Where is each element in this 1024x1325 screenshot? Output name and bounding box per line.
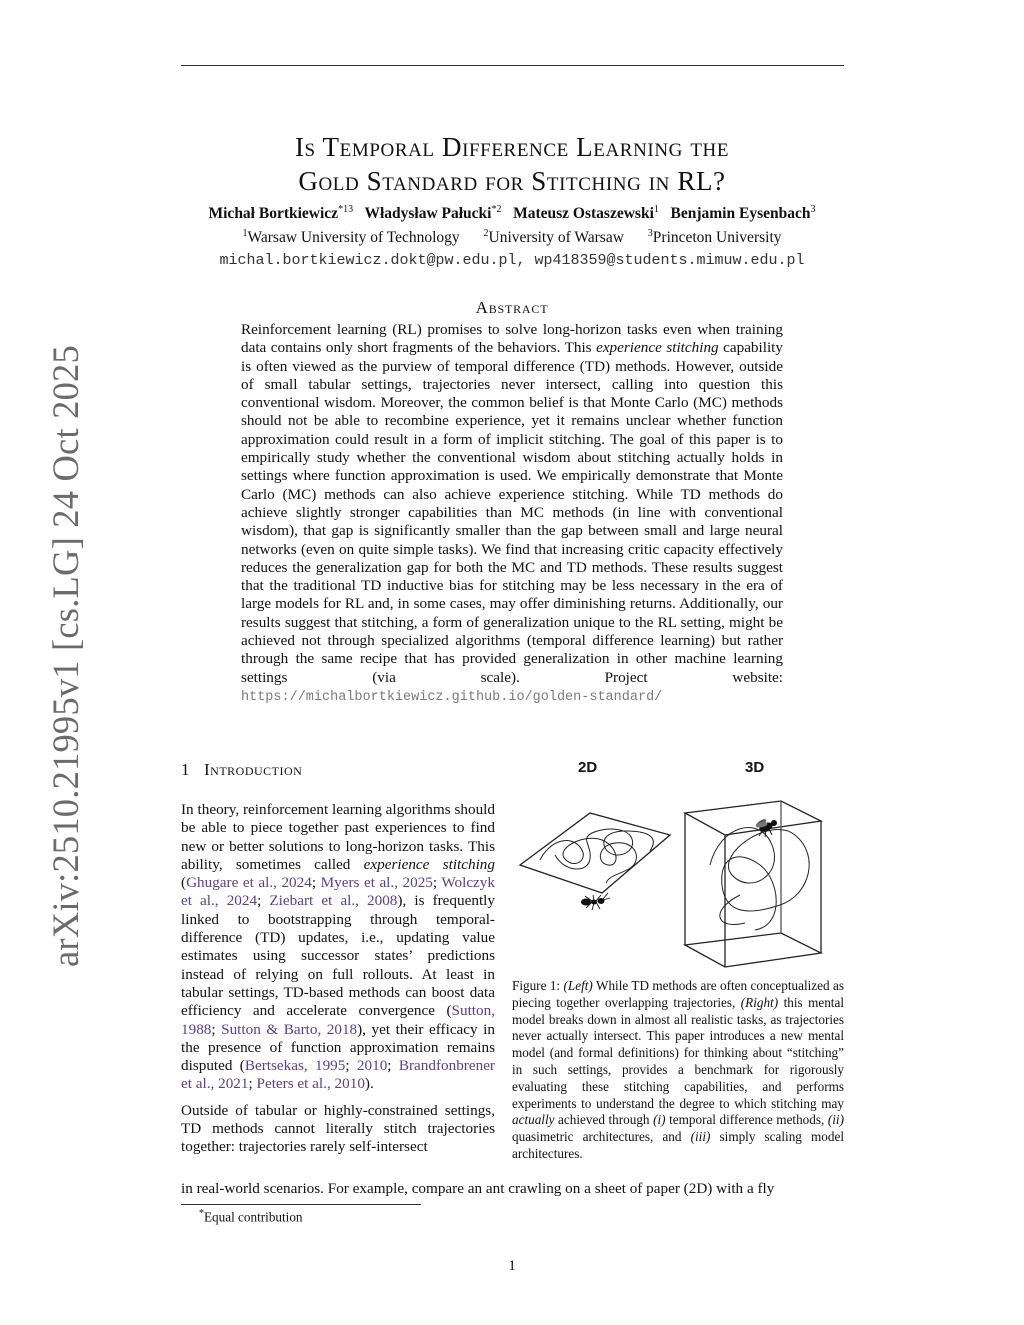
affiliation: $^3$Princeton University [647,228,782,247]
affiliation: $^1$Warsaw University of Technology [242,228,460,247]
page-number: 1 [508,1257,516,1274]
section-heading-introduction [181,760,302,780]
citation-link[interactable]: Wolczyk et al., 2024 [181,874,495,910]
author-sup: 1 [653,204,659,215]
affiliation-list [180,228,844,247]
author-sup: *2 [491,204,502,215]
label-3d: 3D [745,759,765,776]
affiliation: $^2$University of Warsaw [483,228,624,247]
author-list [140,204,884,223]
paper-sheet [520,813,670,893]
citation-link[interactable]: Sutton & Barto, 2018 [221,1020,358,1038]
paragraph: In theory, reinforcement learning algorithms should be able to piece together past experiences to find new or better solutions to long-horizon tasks. This ability, sometimes called experience stitching (Ghugare et al., 2024; Myers et al., 2025; Wolczyk et al., 2024; Ziebart et al., 2008), is frequently linked to bootstrapping through temporal-difference (TD) updates, i.e., updating value estimates using successor states’ predictions instead of relying on full rollouts. At least in tabular settings, TD-based methods can boost data efficiency and accelerate convergence (Sutton, 1988; Sutton & Barto, 2018), yet their efficacy in the presence of function approximation remains disputed (Bertsekas, 1995; 2010; Brandfonbrener et al., 2021; Peters et al., 2010). [181,801,495,1093]
title-line-1: Is Temporal Difference Learning the [294,132,730,162]
author-sup: *13 [338,204,354,215]
section-title: Introduction [204,760,303,779]
paper-title [180,130,844,198]
citation-link[interactable]: Bertsekas, 1995 [244,1057,346,1075]
citation-link[interactable]: Myers et al., 2025 [320,874,433,892]
section-number: 1 [181,760,190,779]
author-emails: michal.bortkiewicz.dokt@pw.edu.pl, wp418359@students.mimuw.edu.pl [219,252,805,269]
footnote-rule [181,1204,421,1205]
label-2d: 2D [578,759,598,776]
citation-link[interactable]: Ghugare et al., 2024 [186,874,312,892]
full-width-line: in real-world scenarios. For example, compare an ant crawling on a sheet of paper (2D) with a fly [181,1180,775,1197]
author-name: Michał Bortkiewicz [208,205,339,223]
stitching-illustration [510,755,845,980]
abstract-heading: Abstract [475,298,549,317]
figure-1 [510,755,845,980]
author-sup: 3 [810,204,816,215]
abstract-body: Reinforcement learning (RL) promises to solve long-horizon tasks even when training data contains only short fragments of the behaviors. This experience stitching capability is often viewed as the purview of temporal difference (TD) methods. However, outside of small tabular settings, trajectories never intersect, calling into question this conventional wisdom. Moreover, the common belief is that Monte Carlo (MC) methods should not be able to recombine experience, yet it remains unclear whether function approximation could result in a form of implicit stitching. The goal of this paper is to empirically study whether the conventional wisdom about stitching actually holds in settings where function approximation is used. We empirically demonstrate that Monte Carlo (MC) methods can also achieve experience stitching. While TD methods do achieve slightly stronger capabilities than MC methods (in line with conventional wisdom), that gap is significantly smaller than the gap between small and large neural networks (even on quite simple tasks). We find that increasing critic capacity effectively reduces the generalization gap for both the MC and TD methods. These results suggest that the traditional TD inductive bias for stitching may be less necessary in the era of large models for RL and, in some cases, may offer diminishing returns. Additionally, our results suggest that stitching, a form of generalization unique to the RL setting, might be achieved not through specialized algorithms (temporal difference learning) but rather through the same recipe that has provided generalization in other machine learning settings (via scale). Project website: https://michalbortkiewicz.github.io/golden-standard/ [241,321,783,705]
citation-link[interactable]: 2010 [356,1057,388,1075]
top-rule [181,65,844,66]
citation-link[interactable]: Peters et al., 2010 [256,1075,365,1093]
figure-1-caption: Figure 1: (Left) While TD methods are often conceptualized as piecing together overlapping trajectories, (Right) this mental model breaks down in almost all realistic tasks, as trajectories never actually intersect. This paper introduces a new mental model (and formal definitions) for thinking about “stitching” in such settings, provides a benchmark for rigorously evaluating these stitching capabilities, and performs experiments to understand the degree to which stitching may actually achieved through (i) temporal difference methods, (ii) quasimetric architectures, and (iii) simply scaling model architectures. [512,978,844,1161]
citation-link[interactable]: Ziebart et al., 2008 [269,892,398,910]
author-name: Benjamin Eysenbach [670,205,811,223]
wire-cube [685,801,821,967]
title-line-2: Gold Standard for Stitching in RL? [298,166,726,196]
project-website-link[interactable]: https://michalbortkiewicz.github.io/golden-standard/ [241,689,663,705]
citation-link[interactable]: Brandfonbrener et al., 2021 [181,1057,495,1093]
author-name: Władysław Pałucki [364,205,492,223]
paragraph: Outside of tabular or highly-constrained settings, TD methods cannot literally stitch trajectories together: trajectories rarely self-intersect [181,1101,495,1156]
citation-link[interactable]: Sutton, 1988 [181,1002,495,1038]
ant-icon [581,893,610,910]
author-name: Mateusz Ostaszewski [513,205,654,223]
introduction-body [181,801,495,1165]
footnote: *Equal contribution [199,1208,303,1225]
arxiv-identifier: arXiv:2510.21995v1 [cs.LG] 24 Oct 2025 [45,345,86,967]
